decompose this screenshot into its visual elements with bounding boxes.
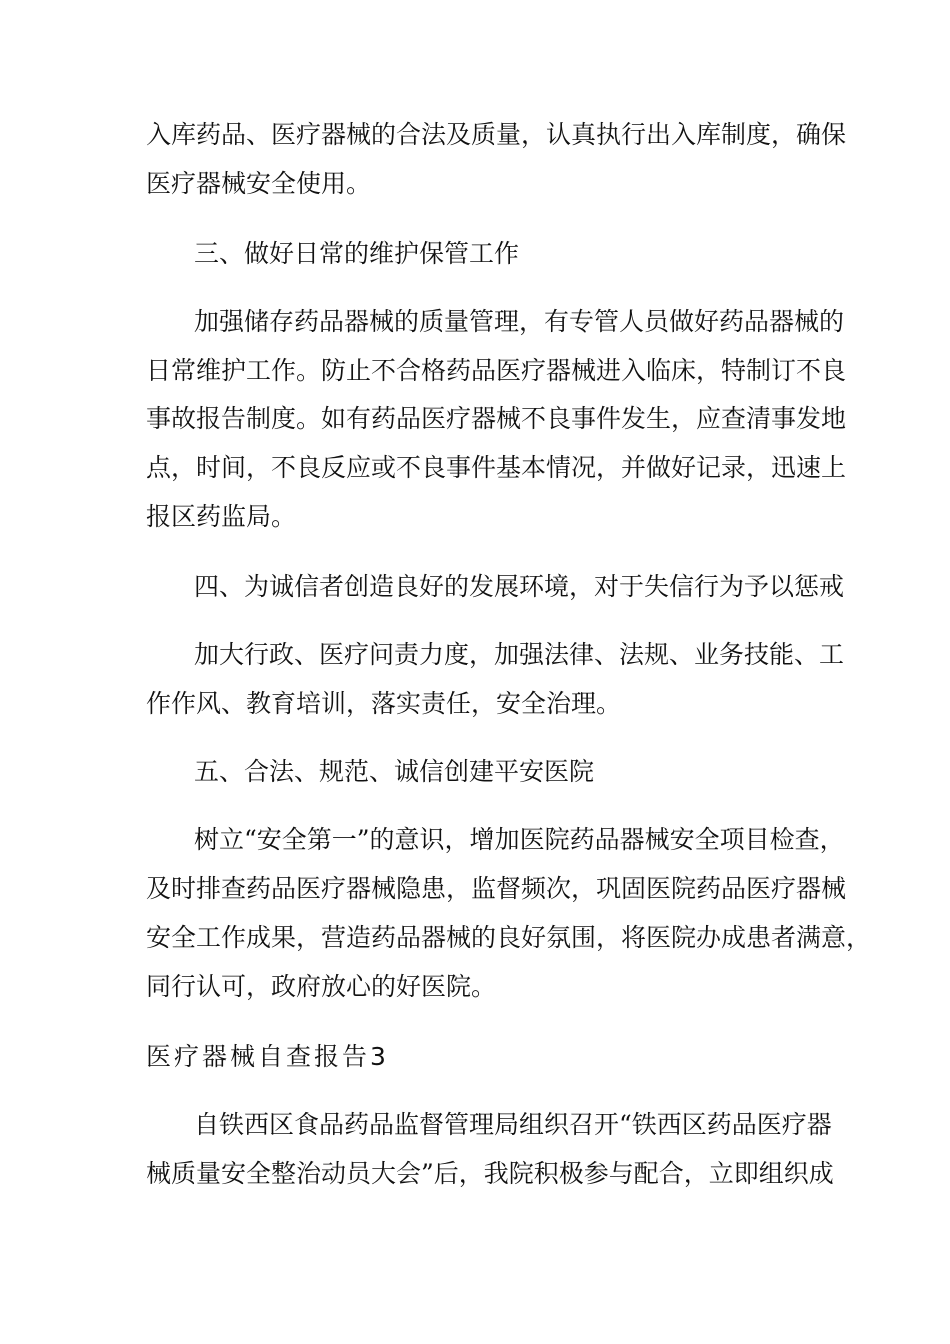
paragraph-2-line-3: 事故报告制度。如有药品医疗器械不良事件发生，应查清事发地 — [146, 404, 847, 433]
section-title: 医疗器械自查报告3 — [146, 1042, 389, 1071]
paragraph-4-line-3: 安全工作成果，营造药品器械的良好氛围，将医院办成患者满意， — [146, 923, 872, 952]
paragraph-2-line-5: 报区药监局。 — [146, 502, 297, 531]
paragraph-1-line-2: 医疗器械安全使用。 — [146, 169, 372, 198]
paragraph-4-line-1: 树立“安全第一”的意识，增加医院药品器械安全项目检查， — [194, 825, 845, 854]
paragraph-1-line-1: 入库药品、医疗器械的合法及质量，认真执行出入库制度，确保 — [146, 120, 847, 149]
paragraph-4-line-2: 及时排查药品医疗器械隐患，监督频次，巩固医院药品医疗器械 — [146, 874, 847, 903]
paragraph-3-line-2: 作作风、教育培训，落实责任，安全治理。 — [146, 689, 622, 718]
paragraph-2-line-2: 日常维护工作。防止不合格药品医疗器械进入临床，特制订不良 — [146, 356, 847, 385]
heading-3: 三、做好日常的维护保管工作 — [194, 239, 520, 268]
paragraph-5-line-1: 自铁西区食品药品监督管理局组织召开“铁西区药品医疗器 — [194, 1110, 832, 1139]
paragraph-2-line-4: 点，时间，不良反应或不良事件基本情况，并做好记录，迅速上 — [146, 453, 847, 482]
paragraph-5-line-2: 械质量安全整治动员大会”后，我院积极参与配合，立即组织成 — [146, 1159, 834, 1188]
heading-5: 五、合法、规范、诚信创建平安医院 — [194, 757, 595, 786]
heading-4: 四、为诚信者创造良好的发展环境，对于失信行为予以惩戒 — [194, 572, 845, 601]
paragraph-2-line-1: 加强储存药品器械的质量管理，有专管人员做好药品器械的 — [194, 307, 845, 336]
paragraph-4-line-4: 同行认可，政府放心的好医院。 — [146, 972, 497, 1001]
paragraph-3-line-1: 加大行政、医疗问责力度，加强法律、法规、业务技能、工 — [194, 640, 845, 669]
